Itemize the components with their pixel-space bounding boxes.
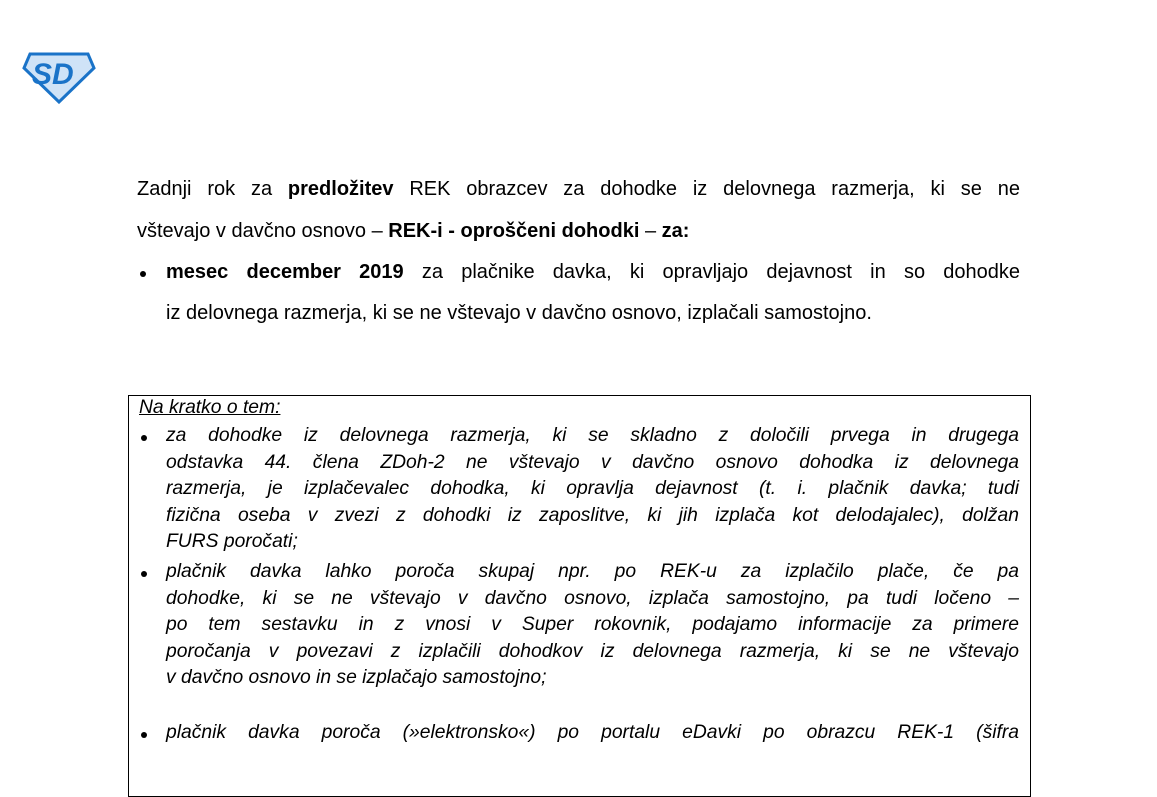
text-segment: – — [639, 220, 662, 242]
summary-bullet-line: fizična oseba v zvezi z dohodki iz zaposlitve, ki jih izplača kot delodajalec), dolžan — [166, 504, 1019, 526]
summary-bullet-line: odstavka 44. člena ZDoh-2 ne vštevajo v davčno osnovo dohodka iz delovnega — [166, 451, 1019, 473]
text-segment: iz delovnega razmerja, ki se ne vštevajo v davčno osnovo, izplačali samostojno. — [166, 302, 872, 324]
summary-bullet-line: dohodke, ki se ne vštevajo v davčno osnovo, izplača samostojno, pa tudi ločeno – — [166, 587, 1019, 609]
text-segment: REK-i - oproščeni dohodki — [388, 220, 640, 242]
summary-bullet-line: v davčno osnovo in se izplačajo samostojno; — [166, 667, 547, 688]
summary-bullet-line: za dohodke iz delovnega razmerja, ki se skladno z določili prvega in drugega — [166, 425, 1019, 446]
svg-text:SD: SD — [32, 58, 74, 91]
summary-box — [128, 395, 1031, 797]
intro-line — [137, 220, 1020, 243]
text-segment: za: — [661, 220, 690, 242]
text-segment: predložitev — [287, 178, 394, 200]
summary-heading-text: Na kratko o tem: — [139, 397, 281, 418]
company-logo — [22, 50, 96, 104]
intro-bullet-line — [166, 302, 1020, 325]
text-segment: vštevajo v davčno osnovo – — [137, 220, 389, 242]
text-segment: za plačnike davka, ki opravljajo dejavnost in so dohodke — [403, 261, 1021, 283]
bullet-icon — [141, 732, 147, 738]
summary-bullet-line: poročanja v povezavi z izplačili dohodkov iz delovnega razmerja, ki se ne vštevajo — [166, 640, 1019, 662]
text-segment: REK obrazcev za dohodke iz delovnega razmerja, ki se ne — [393, 178, 1020, 200]
text-segment: mesec december 2019 — [166, 261, 404, 283]
summary-bullet-line: plačnik davka lahko poroča skupaj npr. po REK-u za izplačilo plače, če pa — [166, 561, 1019, 582]
summary-bullet-line: plačnik davka poroča (»elektronsko«) po portalu eDavki po obrazcu REK-1 (šifra — [166, 722, 1019, 743]
text-segment: Zadnji rok za — [137, 178, 288, 200]
intro-line — [137, 178, 1020, 201]
summary-bullet-line: razmerja, je izplačevalec dohodka, ki opravlja dejavnost (t. i. plačnik davka; tudi — [166, 478, 1019, 499]
summary-bullet-line: po tem sestavku in z vnosi v Super rokovnik, podajamo informacije za primere — [166, 614, 1019, 635]
intro-bullet-line — [166, 261, 1020, 284]
bullet-icon — [140, 271, 146, 277]
summary-heading — [139, 397, 280, 419]
bullet-icon — [141, 435, 147, 441]
summary-bullet-line: FURS poročati; — [166, 531, 298, 552]
bullet-icon — [141, 571, 147, 577]
